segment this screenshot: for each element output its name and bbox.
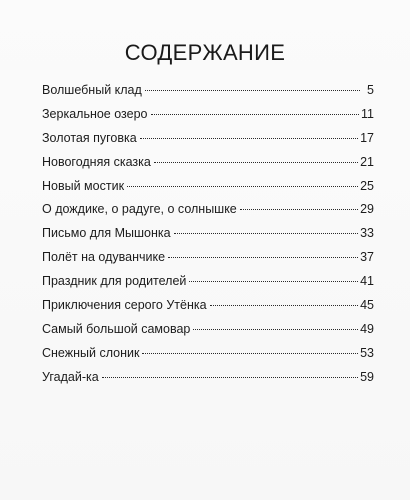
dot-leader bbox=[168, 243, 358, 258]
toc-entry-title: Приключения серого Утёнка bbox=[42, 298, 207, 313]
dot-leader bbox=[145, 76, 360, 91]
toc-page-number: 21 bbox=[360, 154, 374, 169]
toc-page-number: 29 bbox=[360, 202, 374, 217]
dot-leader bbox=[240, 195, 358, 210]
dot-leader bbox=[189, 267, 358, 282]
toc-page-number: 59 bbox=[360, 369, 374, 384]
toc-entry-title: О дождике, о радуге, о солнышке bbox=[42, 202, 237, 217]
toc-page-number: 25 bbox=[360, 178, 374, 193]
toc-entry-title: Зеркальное озеро bbox=[42, 106, 148, 121]
toc-page-number: 5 bbox=[367, 83, 374, 97]
table-of-contents bbox=[42, 79, 374, 390]
toc-page-number: 17 bbox=[360, 130, 374, 145]
dot-leader bbox=[174, 219, 359, 234]
dot-leader bbox=[127, 172, 358, 187]
toc-entry-title: Золотая пуговка bbox=[42, 130, 137, 145]
toc-page-number: 33 bbox=[360, 226, 374, 241]
toc-entry-title: Полёт на одуванчике bbox=[42, 250, 166, 265]
toc-page-number: 53 bbox=[360, 345, 374, 360]
dot-leader bbox=[140, 124, 358, 139]
toc-entry-title: Самый большой самовар bbox=[42, 321, 191, 336]
toc-page-number: 41 bbox=[360, 274, 374, 289]
toc-page-number: 49 bbox=[360, 321, 374, 336]
toc-entry bbox=[42, 366, 374, 390]
toc-entry-title: Новогодняя сказка bbox=[42, 154, 151, 169]
toc-entry-title: Угадай-ка bbox=[42, 369, 99, 384]
toc-page-number: 45 bbox=[360, 298, 374, 313]
toc-page-number: 11 bbox=[361, 106, 374, 121]
dot-leader bbox=[193, 315, 358, 330]
toc-entry-title: Новый мостик bbox=[42, 178, 125, 193]
dot-leader bbox=[102, 363, 358, 378]
toc-entry-title: Снежный слоник bbox=[42, 345, 140, 360]
toc-entry-title: Письмо для Мышонка bbox=[42, 226, 171, 241]
toc-page-number: 37 bbox=[360, 250, 374, 265]
dot-leader bbox=[210, 291, 359, 306]
dot-leader bbox=[154, 148, 358, 163]
dot-leader bbox=[142, 339, 358, 354]
dot-leader bbox=[151, 100, 360, 115]
toc-entry-title: Волшебный клад bbox=[42, 83, 142, 97]
toc-entry-title: Праздник для родителей bbox=[42, 274, 187, 289]
page-title: СОДЕРЖАНИЕ bbox=[124, 40, 286, 65]
